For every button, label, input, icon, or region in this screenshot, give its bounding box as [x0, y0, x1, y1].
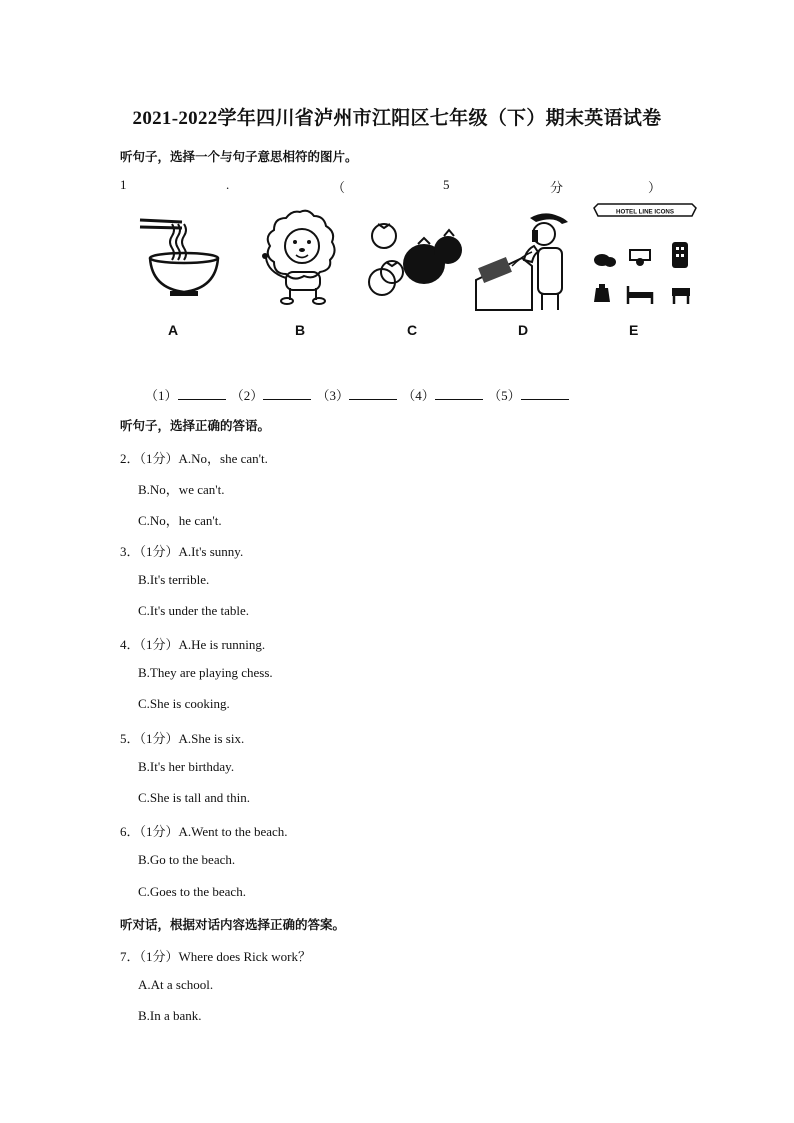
- answer-label-4: （4）: [402, 388, 435, 403]
- question-2-option-c: C.No，he can't.: [138, 513, 222, 528]
- answer-blank-4[interactable]: [435, 387, 483, 400]
- picture-options: [132, 200, 702, 345]
- picture-a-label: A: [168, 322, 179, 338]
- section3-instruction: 听对话，根据对话内容选择正确的答案。: [120, 918, 346, 932]
- lion-icon: [240, 200, 355, 315]
- question-7-option-b: B.In a bank.: [138, 1008, 202, 1023]
- section1-instruction: 听句子，选择一个与句子意思相符的图片。: [120, 150, 358, 164]
- question-6-stem: 6．（1分）A.Went to the beach.: [120, 824, 288, 839]
- q1-close-paren: ）: [648, 180, 662, 195]
- question-5-stem: 5．（1分）A.She is six.: [120, 731, 245, 746]
- answer-blank-5[interactable]: [521, 387, 569, 400]
- picture-e: [592, 200, 702, 338]
- picture-c-label: C: [407, 322, 418, 338]
- hotel-icons-icon: [592, 200, 702, 315]
- question-5-option-b: B.It's her birthday.: [138, 759, 235, 774]
- answer-label-3: （3）: [316, 388, 350, 403]
- q1-dot: .: [226, 177, 230, 192]
- question-7-stem: 7．（1分）Where does Rick work？: [120, 949, 311, 964]
- picture-e-label: E: [629, 322, 639, 338]
- answer-blanks: [145, 385, 571, 404]
- question-6-option-c: C.Goes to the beach.: [138, 884, 246, 899]
- answer-label-2: （2）: [230, 388, 264, 403]
- tomatoes-icon: [362, 200, 472, 315]
- question-4-option-b: B.They are playing chess.: [138, 665, 273, 680]
- answer-blank-3[interactable]: [349, 387, 397, 400]
- question-5-option-c: C.She is tall and thin.: [138, 790, 250, 805]
- section2-instruction: 听句子，选择正确的答语。: [120, 419, 271, 433]
- question-4-stem: 4．（1分）A.He is running.: [120, 637, 266, 652]
- question-3-stem: 3．（1分）A.It's sunny.: [120, 544, 244, 559]
- question-4-option-c: C.She is cooking.: [138, 696, 230, 711]
- picture-b: [240, 200, 355, 338]
- answer-label-1: （1）: [145, 388, 178, 403]
- answer-blank-2[interactable]: [263, 387, 311, 400]
- question-3-option-b: B.It's terrible.: [138, 572, 210, 587]
- man-on-phone-icon: [472, 200, 587, 315]
- picture-d-label: D: [518, 322, 529, 338]
- question-3-option-c: C.It's under the table.: [138, 603, 250, 618]
- question-6-option-b: B.Go to the beach.: [138, 852, 236, 867]
- hotel-banner-text: HOTEL LINE ICONS: [616, 208, 674, 216]
- answer-blank-1[interactable]: [178, 387, 226, 400]
- q1-points: 5: [443, 177, 450, 192]
- picture-c: [362, 200, 472, 338]
- q1-open-paren: （: [332, 180, 346, 195]
- noodle-bowl-icon: [132, 200, 232, 315]
- page-title: 2021-2022学年四川省泸州市江阳区七年级（下）期末英语试卷: [132, 108, 662, 129]
- q1-number: 1: [120, 177, 127, 192]
- picture-b-label: B: [295, 322, 306, 338]
- question-2-stem: 2．（1分）A.No，she can't.: [120, 451, 268, 466]
- question-1-header: [120, 177, 668, 195]
- answer-label-5: （5）: [488, 388, 521, 403]
- q1-unit: 分: [550, 180, 564, 195]
- question-2-option-b: B.No，we can't.: [138, 482, 225, 497]
- picture-d: [472, 200, 587, 338]
- picture-a: [132, 200, 232, 338]
- question-7-option-a: A.At a school.: [138, 977, 214, 992]
